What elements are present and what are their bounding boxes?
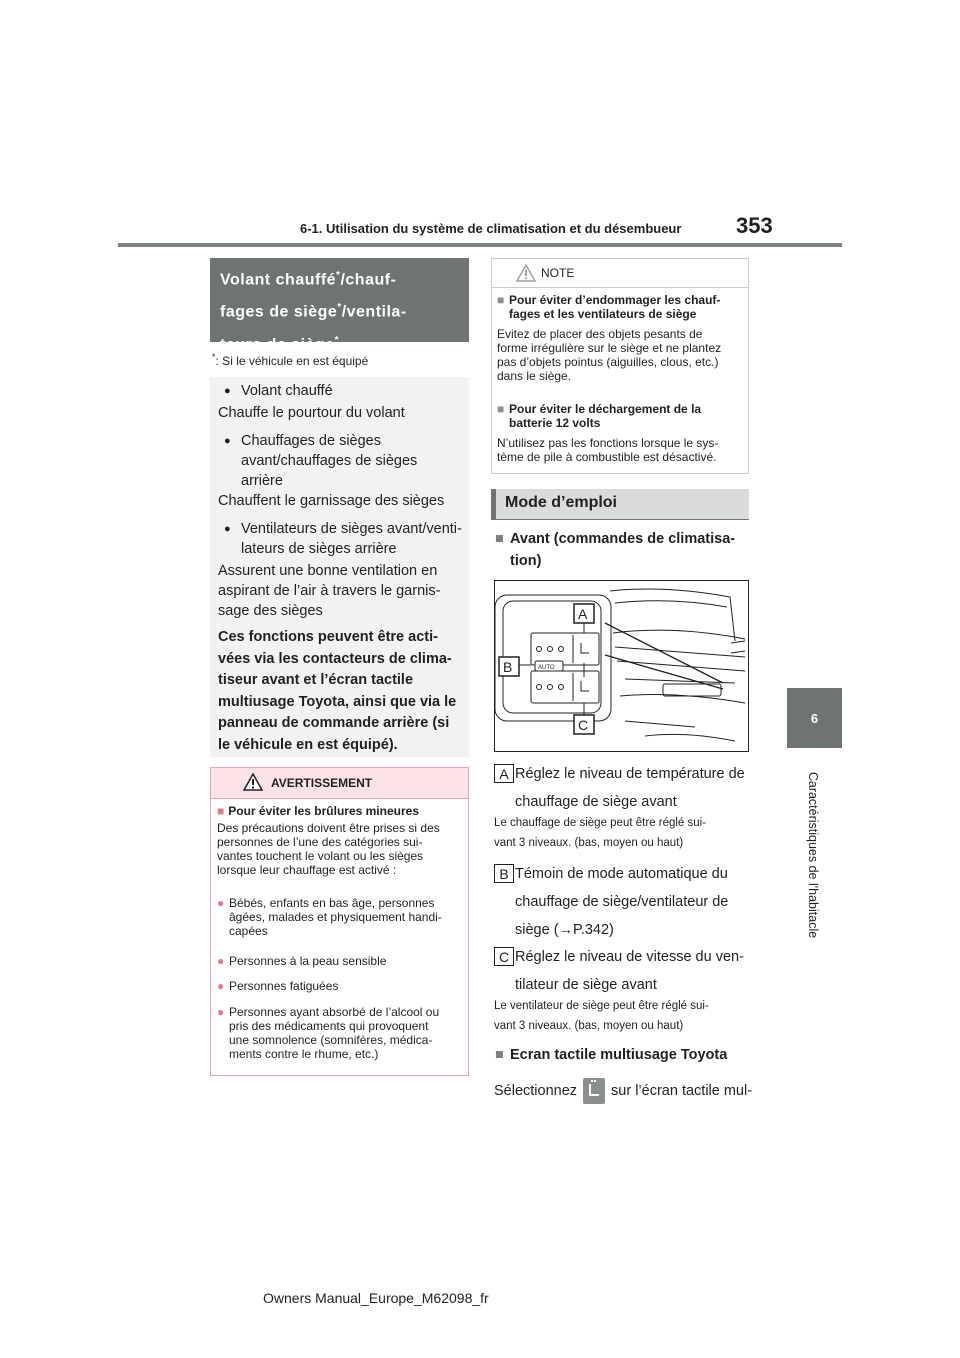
note-title: NOTE [541, 266, 575, 280]
warning-subtitle: ■ Pour éviter les brûlures mineures [217, 804, 419, 818]
feature-bullet: ● Chauffages de sièges avant/chauffages de sièges arrière [224, 431, 417, 491]
front-heading: ■ Avant (commandes de climatisa- tion) [495, 528, 755, 572]
note-subtitle: ■ Pour éviter d’endommager les chauf- fages et les ventilateurs de siège [497, 293, 742, 321]
warning-item: ● Personnes ayant absorbé de l’alcool ou pris des médicaments qui provoquent une somnolence (somnifères, médica- ments contre le rhume, etc.) [217, 1005, 463, 1061]
section-title: 6-1. Utilisation du système de climatisation et du désembueur [300, 221, 682, 236]
svg-text:C: C [578, 717, 589, 733]
note-text: Evitez de placer des objets pesants de forme irrégulière sur le siège et ne plantez pas d’objets pointus (aiguilles, clous, etc.) dans le siège. [497, 327, 722, 383]
svg-text:B: B [503, 659, 513, 675]
warning-item: ● Personnes fatiguées [217, 979, 463, 993]
label-c: C [494, 947, 514, 966]
feature-bullet: ● Ventilateurs de sièges avant/venti- lateurs de sièges arrière [224, 519, 462, 559]
warning-title: AVERTISSEMENT [271, 776, 373, 790]
label-b: B [494, 864, 514, 883]
page-number: 353 [736, 213, 773, 238]
feature-note: Ces fonctions peuvent être acti- vées via les contacteurs de clima- tiseur avant et l’écran tactile multiusage Toyota, ainsi que via le panneau de commande arrière (si le véhicule en est équipé). [218, 629, 457, 753]
svg-text:AUTO: AUTO [538, 665, 555, 671]
note-text: N’utilisez pas les fonctions lorsque le sys- tème de pile à combustible est désactivé. [497, 436, 719, 464]
note-subtitle: ■ Pour éviter le déchargement de la batterie 12 volts [497, 402, 742, 430]
item-a-note: Le chauffage de siège peut être réglé sui- vant 3 niveaux. (bas, moyen ou haut) [494, 817, 707, 849]
dashboard-drawing [495, 581, 749, 752]
touchscreen-heading: ■ Ecran tactile multiusage Toyota [495, 1044, 755, 1066]
warning-box [210, 767, 469, 1076]
feature-desc: Chauffe le pourtour du volant [218, 405, 405, 421]
warning-item: ● Personnes à la peau sensible [217, 954, 463, 968]
section-heading: Volant chauffé*/chauf- fages de siège*/ventila- teurs de siège* [210, 258, 469, 342]
chapter-tab[interactable]: 6 [787, 688, 842, 748]
warning-icon [243, 773, 263, 791]
svg-text:A: A [578, 606, 588, 622]
item-a-text: Réglez le niveau de température de chauffage de siège avant [515, 766, 745, 810]
label-a: A [494, 764, 514, 783]
features-panel [210, 377, 469, 757]
feature-desc: Chauffent le garnissage des sièges [218, 493, 445, 509]
footnote: *: Si le véhicule en est équipé [212, 352, 369, 368]
controls-illustration [494, 580, 749, 752]
feature-bullet: ● Volant chauffé [224, 381, 333, 401]
mode-heading: Mode d’emploi [491, 489, 749, 519]
footer-manual-id: Owners Manual_Europe_M62098_fr [263, 1290, 489, 1306]
touchscreen-text: Sélectionnez sur l’écran tactile mul- [494, 1078, 752, 1104]
seat-settings-icon[interactable] [583, 1078, 605, 1104]
feature-desc: Assurent une bonne ventilation en aspirant de l’air à travers le garnis- sage des sièges [218, 563, 441, 619]
item-c-note: Le ventilateur de siège peut être réglé sui- vant 3 niveaux. (bas, moyen ou haut) [494, 1000, 709, 1032]
header-rule [118, 243, 842, 247]
item-b-text: Témoin de mode automatique du chauffage de siège/ventilateur de siège (→P.342) [515, 866, 729, 938]
item-c-text: Réglez le niveau de vitesse du ven- tilateur de siège avant [515, 949, 744, 993]
warning-text: Des précautions doivent être prises si des personnes de l’une des catégories sui- vantes touchent le volant ou les sièges lorsque leur chauffage est activé : [217, 821, 440, 877]
warning-item: ● Bébés, enfants en bas âge, personnes âgées, malades et physiquement handi- capées [217, 896, 463, 938]
note-box [491, 258, 749, 474]
caution-icon [516, 264, 536, 282]
chapter-label: Caractéristiques de l'habitacle [806, 771, 820, 939]
